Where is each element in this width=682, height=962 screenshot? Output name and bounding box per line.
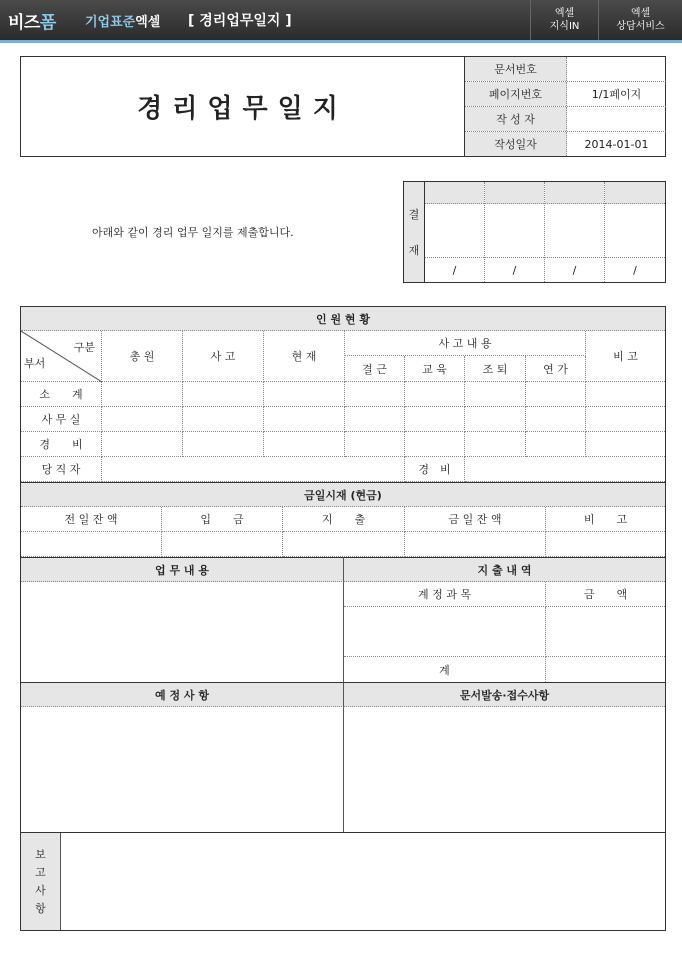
report-label <box>21 833 61 930</box>
col-header-accident: 사 고 <box>183 331 264 382</box>
staff-cell[interactable] <box>465 432 526 457</box>
row-label-office: 사 무 실 <box>21 407 102 432</box>
approval-column[interactable] <box>545 182 605 282</box>
expense-amount-field[interactable] <box>546 607 665 657</box>
title-box <box>20 56 666 157</box>
brand-subtitle-white: 엑셀 <box>135 15 161 30</box>
report-label-char: 고 <box>35 865 46 879</box>
staff-cell[interactable] <box>405 432 465 457</box>
intro-text: 아래와 같이 경리 업무 일지를 제출합니다. <box>92 226 294 239</box>
col-header-absent: 결 근 <box>345 356 405 382</box>
plan-content-area[interactable] <box>21 707 344 833</box>
corner-header-top: 구분 <box>73 341 95 354</box>
meta-value[interactable]: 1/1페이지 <box>591 88 642 101</box>
meta-row-date <box>465 132 666 156</box>
staff-cell[interactable] <box>586 382 665 407</box>
cash-today-field[interactable] <box>405 532 546 557</box>
row-label-duty: 당 직 자 <box>21 457 102 482</box>
meta-label: 문서번호 <box>465 57 567 81</box>
brand-logo[interactable] <box>8 8 56 32</box>
excel-knowledge-button[interactable] <box>530 0 598 40</box>
report-content-area[interactable] <box>61 833 665 930</box>
expense-section-title: 지 출 내 역 <box>344 557 665 582</box>
work-content-area[interactable] <box>21 582 344 682</box>
excel-knowledge-line1: 엑셀 <box>554 8 575 19</box>
staff-cell[interactable] <box>586 407 665 432</box>
meta-value[interactable] <box>567 57 666 81</box>
duty-guard-field[interactable] <box>465 457 665 482</box>
staff-cell[interactable] <box>264 382 345 407</box>
duty-officer-field[interactable] <box>102 457 405 482</box>
approval-column[interactable] <box>605 182 665 282</box>
duty-guard-label: 경 비 <box>405 457 465 482</box>
work-section-title: 업 무 내 용 <box>21 557 344 582</box>
meta-label: 작 성 자 <box>465 107 567 131</box>
approval-column[interactable] <box>485 182 545 282</box>
staff-cell[interactable] <box>526 382 586 407</box>
staff-cell[interactable] <box>102 382 183 407</box>
approval-label-bottom: 재 <box>408 244 420 257</box>
staff-cell[interactable] <box>405 382 465 407</box>
expense-col-account: 계 정 과 목 <box>344 582 546 607</box>
report-label-char: 항 <box>35 901 46 915</box>
excel-consult-button[interactable] <box>598 0 682 40</box>
excel-knowledge-line2: 지식IN <box>549 21 580 32</box>
meta-row-doc-number <box>465 57 666 82</box>
row-label-accounting: 경 비 <box>21 432 102 457</box>
expense-col-amount: 금 액 <box>546 582 665 607</box>
staff-cell[interactable] <box>345 432 405 457</box>
staff-cell[interactable] <box>586 432 665 457</box>
excel-consult-line1: 엑셀 <box>630 8 651 19</box>
cash-in-field[interactable] <box>162 532 283 557</box>
approval-column[interactable] <box>425 182 485 282</box>
approval-date-slash: / <box>633 263 637 277</box>
approval-box <box>403 181 666 283</box>
col-header-detail: 사 고 내 용 <box>345 331 586 356</box>
main-form <box>20 306 666 931</box>
brand-logo-part2: 폼 <box>39 13 56 33</box>
meta-label: 작성일자 <box>465 132 567 156</box>
col-header-total: 총 원 <box>102 331 183 382</box>
staff-cell[interactable] <box>102 407 183 432</box>
report-label-char: 보 <box>35 847 46 861</box>
expense-account-field[interactable] <box>344 607 546 657</box>
cash-section-title: 금일시재 (현금) <box>21 482 665 507</box>
staff-cell[interactable] <box>183 407 264 432</box>
approval-date-slash: / <box>512 263 517 277</box>
approval-label <box>404 182 425 282</box>
staff-cell[interactable] <box>526 432 586 457</box>
staff-cell[interactable] <box>526 407 586 432</box>
staff-cell[interactable] <box>345 407 405 432</box>
cash-note-field[interactable] <box>546 532 665 557</box>
staff-cell[interactable] <box>183 382 264 407</box>
top-bar <box>0 0 682 40</box>
col-header-present: 현 재 <box>264 331 345 382</box>
staff-section-title: 인 원 현 황 <box>21 307 665 331</box>
cash-col-in: 입 금 <box>162 507 283 532</box>
col-header-note: 비 고 <box>586 331 665 382</box>
corner-header-bottom: 부서 <box>24 357 46 370</box>
meta-table <box>464 57 665 156</box>
approval-date-slash: / <box>452 263 457 277</box>
expense-total-field[interactable] <box>546 657 665 682</box>
staff-cell[interactable] <box>264 407 345 432</box>
cash-prev-field[interactable] <box>21 532 162 557</box>
approval-label-top: 결 <box>408 208 420 221</box>
excel-consult-line2: 상담서비스 <box>616 21 665 32</box>
meta-value[interactable] <box>567 107 666 131</box>
report-label-char: 사 <box>35 883 46 897</box>
top-bar-accent-line <box>0 40 682 43</box>
document-name: [ 경리업무일지 ] <box>188 13 292 29</box>
expense-total-label: 계 <box>344 657 546 682</box>
staff-cell[interactable] <box>405 407 465 432</box>
staff-cell[interactable] <box>183 432 264 457</box>
col-header-early: 조 퇴 <box>465 356 526 382</box>
cash-col-prev: 전 일 잔 액 <box>21 507 162 532</box>
docs-content-area[interactable] <box>344 707 665 833</box>
staff-cell[interactable] <box>102 432 183 457</box>
staff-cell[interactable] <box>345 382 405 407</box>
meta-value[interactable]: 2014-01-01 <box>584 137 649 151</box>
col-header-education: 교 육 <box>405 356 465 382</box>
meta-row-author <box>465 107 666 132</box>
corner-header <box>21 331 102 382</box>
document-title: 경리업무일지 <box>137 94 348 124</box>
staff-cell[interactable] <box>465 407 526 432</box>
col-header-leave: 연 가 <box>526 356 586 382</box>
brand-logo-part1: 비즈 <box>8 13 40 33</box>
meta-row-page-number <box>465 82 666 107</box>
cash-out-field[interactable] <box>283 532 405 557</box>
plan-section-title: 예 정 사 항 <box>21 682 344 707</box>
staff-cell[interactable] <box>465 382 526 407</box>
row-label-subtotal: 소 계 <box>21 382 102 407</box>
staff-cell[interactable] <box>264 432 345 457</box>
cash-col-today: 금 일 잔 액 <box>405 507 546 532</box>
cash-col-out: 지 출 <box>283 507 405 532</box>
cash-col-note: 비 고 <box>546 507 665 532</box>
brand-subtitle <box>85 11 160 30</box>
meta-label: 페이지번호 <box>465 82 567 106</box>
approval-date-slash: / <box>572 263 577 277</box>
docs-section-title: 문서발송·접수사항 <box>344 682 665 707</box>
brand-subtitle-colored: 기업표준 <box>85 15 136 30</box>
